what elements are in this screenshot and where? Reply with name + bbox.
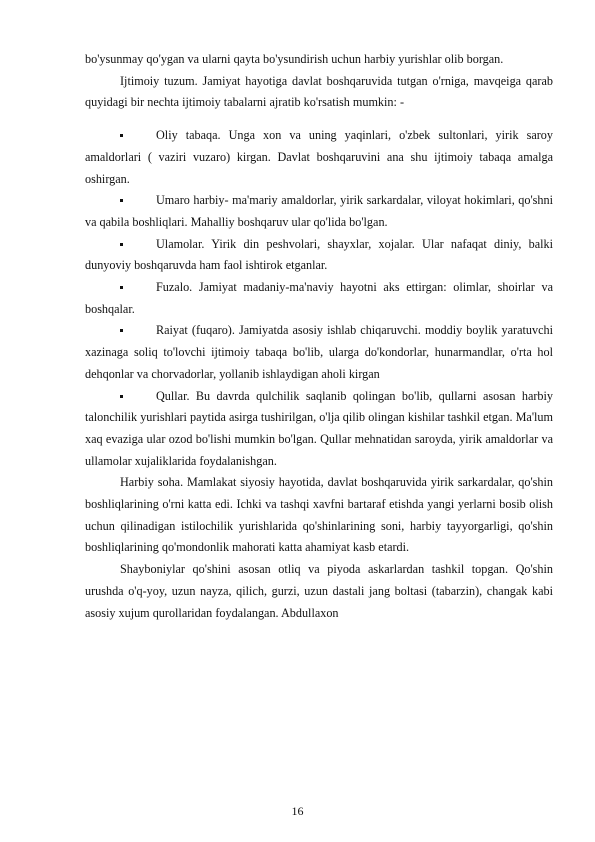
page-number: 16 [291,804,304,818]
paragraph-continuation: bo'ysunmay qo'ygan va ularni qayta bo'ysundirish uchun harbiy yurishlar olib borgan. [85,52,504,66]
list-item-text: Fuzalo. Jamiyat madaniy-ma'naviy hayotni aks ettirgan: olimlar, shoirlar va boshqalar. [85,280,553,316]
list-item [85,320,553,385]
bullet-icon [120,243,123,246]
paragraph-military: Harbiy soha. Mamlakat siyosiy hayotida, davlat boshqaruvida yirik sarkardalar, qo'shin boshliqlarining o'rni katta edi. Ichki va tashqi xavfni bartaraf etishda yangi yerlarni bosib olish uchun qilinadigan istilochilik yurishlarida qo'shinlarining soni, harbiy tayyorgarligi, qo'shin boshliqlarining qo'mondonlik mahorati katta ahamiyat kasb etardi. [85,475,553,555]
document-body [85,49,553,624]
bullet-icon [120,329,123,332]
list-item [85,125,553,190]
list-item [85,386,553,473]
list-item [85,190,553,233]
bullet-icon [120,395,123,398]
bullet-icon [120,286,123,289]
list-item-text: Ulamolar. Yirik din peshvolari, shayxlar, xojalar. Ular nafaqat diniy, balki dunyoviy boshqaruvda ham faol ishtirok etganlar. [85,236,553,273]
social-classes-list [85,125,553,472]
list-item-text: Oliy tabaqa. Unga xon va uning yaqinlari, o'zbek sultonlari, yirik saroy amaldorlari ( vaziri vuzaro) kirgan. Davlat boshqaruvini ana shu ijtimoiy tabaqa amalga oshirgan. [85,128,553,186]
list-item-text: Qullar. Bu davrda qulchilik saqlanib qolingan bo'lib, qullarni asosan harbiy talonchilik yurishlari paytida asirga tushirilgan, o'lja qilib olingan kishilar tashkil etgan. Ma'lum xaq evaziga ular ozod bo'lishi mumkin bo'lgan. Qullar mehnatidan saroyda, yirik amaldorlar va ullamolar xujaliklarida foydalanishgan. [85,388,553,468]
list-item-text: Raiyat (fuqaro). Jamiyatda asosiy ishlab chiqaruvchi. moddiy boylik yaratuvchi xazinaga soliq to'lovchi ijtimoiy tabaqa bo'lib, ularga do'kondorlar, hunarmandlar, o'rta hol dehqonlar va chorvadorlar, yollanib ishlaydigan aholi kirgan [85,323,553,381]
bullet-icon [120,199,123,202]
list-item-text: Umaro harbiy- ma'mariy amaldorlar, yirik sarkardalar, viloyat hokimlari, qo'shni va qabila boshliqlari. Mahalliy boshqaruv ular qo'lida bo'lgan. [85,193,553,229]
list-item [85,234,553,277]
paragraph-army: Shayboniylar qo'shini asosan otliq va piyoda askarlardan tashkil topgan. Qo'shin urushda o'q-yoy, uzun nayza, qilich, gurzi, uzun dastali jang boltasi (tabarzin), changak kabi asosiy xujum qurollaridan foydalangan. Abdullaxon [85,562,553,620]
list-item [85,277,553,320]
bullet-icon [120,134,123,137]
paragraph-social-structure: Ijtimoiy tuzum. Jamiyat hayotiga davlat boshqaruvida tutgan o'rniga, mavqeiga qarab quyidagi bir nechta ijtimoiy tabalarni ajratib ko'rsatish mumkin: - [85,73,553,110]
